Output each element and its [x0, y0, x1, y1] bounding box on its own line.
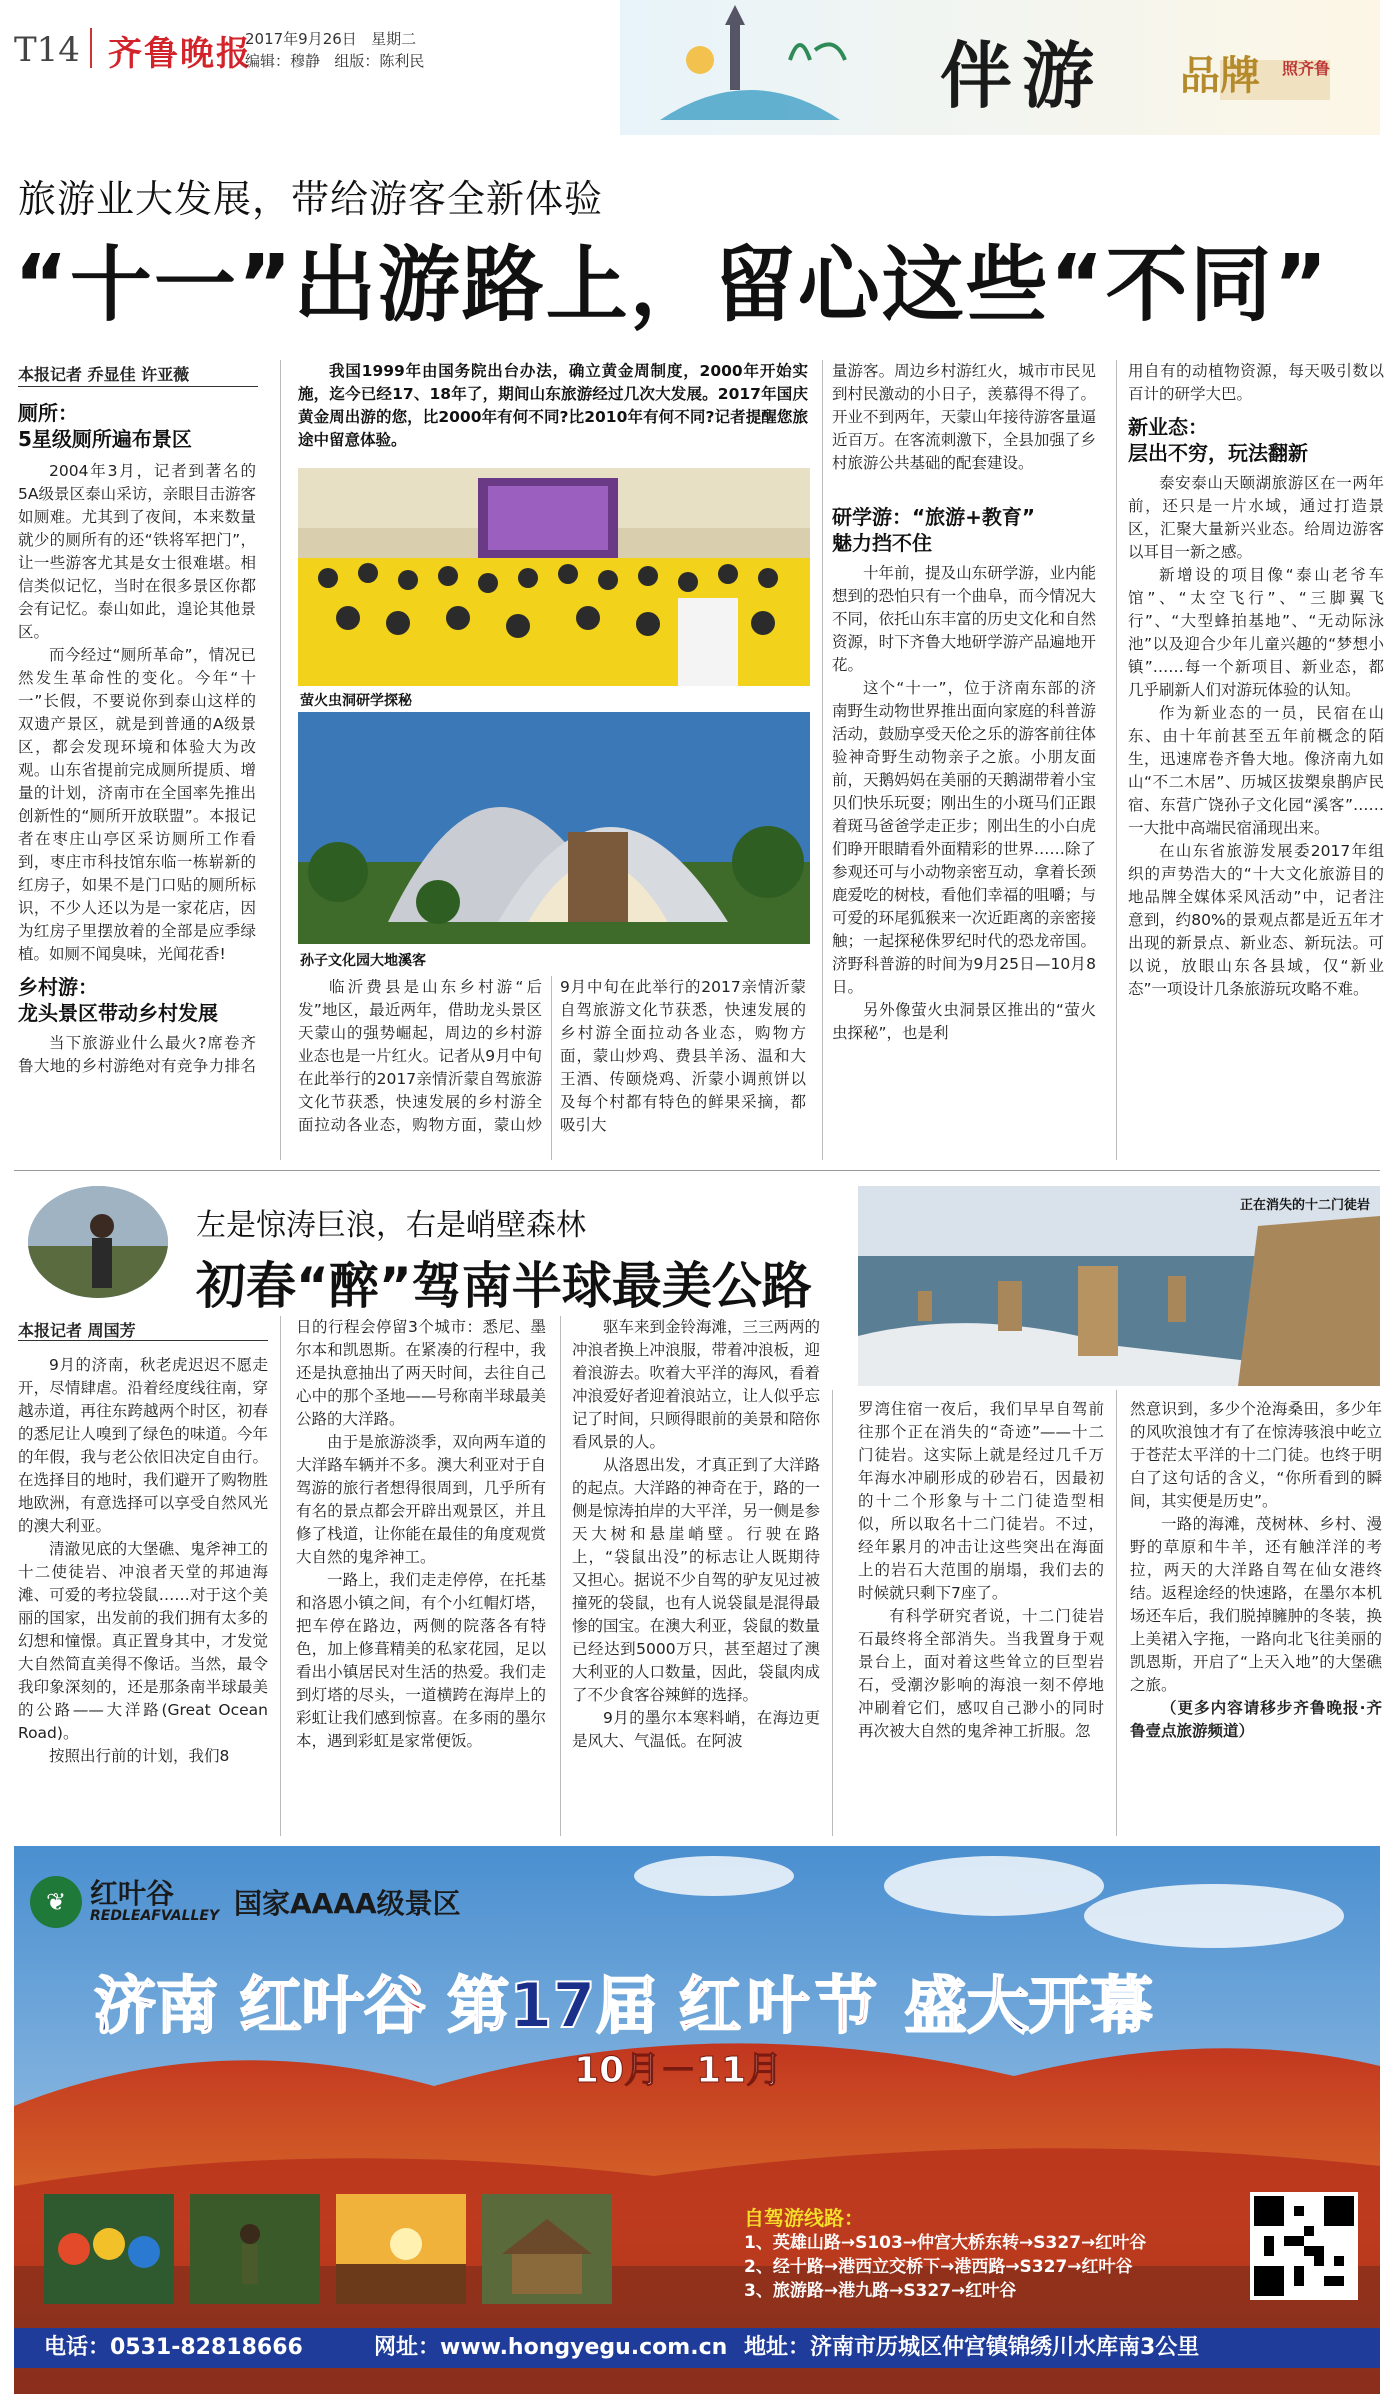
author-portrait	[28, 1186, 168, 1298]
paragraph: 2004年3月，记者到著名的5A级景区泰山采访，亲眼目击游客如厕难。尤其到了夜间，本来数量就少的厕所有的还“铁将军把门”，让一些游客尤其是女士很难堪。相信类似记忆，当时在很多景区你都会有记忆。泰山如此，遑论其他景区。	[18, 462, 256, 641]
column-divider	[832, 1390, 833, 1836]
section-title: 伴游	[940, 33, 1105, 118]
photo-caption: 正在消失的十二门徒岩	[1239, 1198, 1370, 1213]
masthead-divider	[90, 28, 92, 68]
paragraph: 日的行程会停留3个城市：悉尼、墨尔本和凯恩斯。在紧凑的行程中，我还是执意抽出了两天时间，去往自己心中的那个圣地——号称南半球最美公路的大洋路。	[296, 1318, 546, 1428]
article1-lead: 我国1999年由国务院出台办法，确立黄金周制度，2000年开始实施，迄今已经17、18年了，期间山东旅游经过几次大发展。2017年国庆黄金周出游的您，比2000年有何不同?比2010年有何不同?记者提醒您旅途中留意体验。	[298, 362, 808, 449]
article1-col4	[832, 360, 1096, 1045]
paragraph: 罗湾住宿一夜后，我们早早自驾前往那个正在消失的“奇迹”——十二门徒岩。这实际上就是经过几千万年海水冲刷形成的砂岩石，因最初的十二个形象与十二门徒造型相似，所以取名十二门徒岩。不过，经年累月的冲击让这些突出在海面上的岩石大范围的崩塌，我们去的时候就只剩下7座了。	[858, 1400, 1104, 1602]
brand-badge: 照齐鲁	[1282, 59, 1331, 78]
paragraph: 一路的海滩，茂树林、乡村、漫野的草原和牛羊，还有触洋洋的考拉，两天的大洋路自驾在仙女港终结。返程途经的快速路，在墨尔本机场还车后，我们脱掉臃肿的冬装，换上美裙入字拖，一路向北飞往美丽的凯恩斯，开启了“上天入地”的大堡礁之旅。	[1130, 1515, 1382, 1694]
staff-line	[245, 50, 424, 71]
paragraph: 由于是旅游淡季，双向两车道的大洋路车辆并不多。澳大利亚对于自驾游的旅行者想得很周到，几乎所有有名的景点都会开辟出观景区，并且修了栈道，让你能在最佳的角度观赏大自然的鬼斧神工。	[296, 1433, 546, 1566]
subhead-toilet: 厕所：	[18, 401, 78, 425]
ad-headline-open: 盛大开幕	[904, 1969, 1153, 2042]
article1-headline: “十一”出游路上，留心这些“不同”	[14, 238, 1330, 333]
ad-route-item: 1、英雄山路→S103→仲宫大桥东转→S327→红叶谷	[744, 2233, 1147, 2253]
subhead-new-forms-2: 层出不穷，玩法翻新	[1128, 441, 1308, 465]
paragraph: 泰安泰山天颐湖旅游区在一两年前，还只是一片水域，通过打造景区，汇聚大量新兴业态。给周边游客以耳目一新之感。	[1128, 474, 1384, 561]
paragraph: 有科学研究者说，十二门徒岩石最终将全部消失。当我置身于观景台上，面对着这些耸立的巨型岩石，受潮汐影响的海浪一刻不停地冲刷着它们，感叹自己渺小的同时再次被大自然的鬼斧神工折服。忽	[858, 1607, 1104, 1740]
paragraph: 9月的墨尔本寒料峭，在海边更是风大、气温低。在阿波	[572, 1709, 820, 1750]
paragraph: 在山东省旅游发展委2017年组织的声势浩大的“十大文化旅游目的地品牌全媒体采风活动”中，记者注意到，约80%的景观点都是近五年才出现的新景点、新业态、新玩法。可以说，放眼山东各县域，仅“新业态”一项设计几条旅游玩攻略不难。	[1128, 842, 1384, 998]
subhead-new-forms: 新业态：	[1128, 415, 1208, 439]
column-divider	[1116, 1390, 1117, 1836]
paragraph: 另外像萤火虫洞景区推出的“萤火虫探秘”，也是利	[832, 1001, 1096, 1042]
ad-headline-edition: 第17届	[447, 1969, 658, 2042]
photo-sunzi-park	[298, 712, 810, 944]
article2-headline: 初春“醉”驾南半球最美公路	[196, 1257, 812, 1315]
ad-logo-icon: ❦	[30, 1876, 82, 1928]
issue-weekday: 星期二	[371, 30, 417, 48]
paragraph: 当下旅游业什么最火?席卷齐鲁大地的乡村游绝对有竞争力排名	[18, 1034, 256, 1075]
ad-thumbnail-parrots	[44, 2194, 174, 2304]
paragraph: 作为新业态的一员，民宿在山东、由十年前甚至五年前概念的陌生，迅速席卷齐鲁大地。像济南九如山“不二木居”、历城区拔槊泉鹊庐民宿、东营广饶孙子文化园“溪客”……一大批中高端民宿涌现出来。	[1128, 704, 1384, 837]
ad-thumbnail-cabin	[482, 2194, 612, 2304]
article2-col3	[572, 1316, 820, 1753]
byline-rule	[18, 1340, 268, 1341]
ad-routes	[744, 2202, 1224, 2303]
paragraph: 量游客。周边乡村游红火，城市市民见到村民激动的小日子，羡慕得不得了。开业不到两年，天蒙山年接待游客量逼近百万。在客流刺激下，全县加强了乡村旅游公共基础的配套建设。	[832, 362, 1096, 472]
designer-credit: 组版：陈利民	[334, 52, 425, 70]
column-divider	[822, 360, 823, 1160]
more-note: （更多内容请移步齐鲁晚报·齐鲁壹点旅游频道）	[1130, 1699, 1382, 1740]
paragraph: 一路上，我们走走停停，在托基和洛恩小镇之间，有个小红帽灯塔，把车停在路边，两侧的院落各有特色，加上修葺精美的私家花园，足以看出小镇居民对生活的热爱。我们走到灯塔的尽头，一道横跨在海岸上的彩虹让我们感到惊喜。在多雨的墨尔本，遇到彩虹是家常便饭。	[296, 1571, 546, 1750]
article2-kicker: 左是惊涛巨浪，右是峭壁森林	[196, 1208, 586, 1243]
article2-col1	[18, 1354, 268, 1768]
subhead-study-tour: 研学游：“旅游+教育”	[832, 505, 1036, 529]
photo-caption: 孙子文化园大地溪客	[300, 953, 426, 969]
ad-dates: 10月－11月	[574, 2050, 783, 2091]
ad-headline-city: 济南	[94, 1969, 219, 2042]
ad-thumbnail-sunset	[336, 2194, 466, 2304]
page-number: T14	[14, 30, 80, 70]
ad-background	[14, 1846, 1380, 2394]
article1-col1	[18, 400, 256, 1078]
paragraph: 而今经过“厕所革命”，情况已然发生革命性的变化。今年“十一”长假，不要说你到泰山这样的双遗产景区，就是到普通的A级景区，都会发现环境和体验大为改观。山东省提前完成厕所提质、增量的计划，济南市在全国率先推出创新性的“厕所开放联盟”。本报记者在枣庄山亭区采访厕所工作看到，枣庄市科技馆东临一栋崭新的红房子，如果不是门口贴的厕所标识，不少人还以为是一家花店，因为红房子里摆放着的全部是应季绿植。如厕不闻臭味，光闻花香!	[18, 646, 256, 963]
advertisement	[14, 1846, 1380, 2394]
subhead-rural: 乡村游：	[18, 975, 98, 999]
ad-route-title: 自驾游线路：	[744, 2206, 864, 2230]
section-divider	[14, 1170, 1380, 1171]
column-divider	[1116, 360, 1117, 1160]
paragraph: 新增设的项目像“泰山老爷车馆”、“太空飞行”、“三脚翼飞行”、“大型蜂拍基地”、“无动际泳池”以及迎合少年儿童兴趣的“梦想小镇”……每一个新项目、新业态，都几乎刷新人们对游玩体验的认知。	[1128, 566, 1384, 699]
paragraph: 驱车来到金铃海滩，三三两两的冲浪者换上冲浪服，带着冲浪板，迎着浪游去。吹着大平洋的海风，看着冲浪爱好者迎着浪站立，让人似乎忘记了时间，只顾得眼前的美景和陪你看风景的人。	[572, 1318, 821, 1451]
paragraph: 9月的济南，秋老虎迟迟不愿走开，尽情肆虐。沿着经度线往南，穿越赤道，再往东跨越两个时区，初春的悉尼让人嗅到了绿色的味道。今年的年假，我与老公依旧决定自由行。在选择目的地时，我们避开了购物胜地欧洲，有意选择可以享受自然风光的澳大利亚。	[18, 1356, 268, 1535]
article1-kicker: 旅游业大发展，带给游客全新体验	[18, 177, 604, 221]
article2-col5	[1130, 1398, 1382, 1743]
subhead-toilet-2: 5星级厕所遍布景区	[18, 427, 192, 451]
ad-logo-en: REDLEAFVALLEY	[90, 1908, 220, 1924]
ad-phone: 电话：0531-82818666	[44, 2335, 303, 2360]
brand-word: 品牌	[1180, 52, 1260, 99]
ad-grade: 国家AAAA级景区	[234, 1887, 461, 1920]
byline-rule	[18, 386, 258, 387]
article1-col3	[560, 976, 806, 1138]
paragraph: 清澈见底的大堡礁、鬼斧神工的十二使徒岩、冲浪者天堂的邦迪海滩、可爱的考拉袋鼠……对于这个美丽的国家，出发前的我们拥有太多的幻想和憧憬。真正置身其中，才发觉大自然简直美得不像话。当然，最令我印象深刻的，还是那条南半球最美的公路——大洋路(Great Ocean Road)。	[18, 1540, 268, 1742]
editor-credit: 编辑：穆静	[245, 52, 321, 70]
article2-col4	[858, 1398, 1104, 1789]
issue-date: 2017年9月26日	[245, 30, 357, 48]
article2-byline: 本报记者 周国芳	[18, 1321, 136, 1340]
ad-headline-brand: 红叶谷	[239, 1969, 426, 2042]
paragraph: 从洛恩出发，才真正到了大洋路的起点。大洋路的神奇在于，路的一侧是惊涛拍岸的大平洋，另一侧是参天大树和悬崖峭壁。行驶在路上，“袋鼠出没”的标志让人既期待又担心。据说不少自驾的驴友见过被撞死的袋鼠，也有人说袋鼠是混得最惨的国宝。在澳大利亚，袋鼠的数量已经达到5000万只，甚至超过了澳大利亚的人口数量，因此，袋鼠肉成了不少食客谷辣鲜的选择。	[572, 1456, 821, 1704]
ad-contact-bar	[14, 2328, 1380, 2368]
ad-route-item: 2、经十路→港西立交桥下→港西路→S327→红叶谷	[744, 2257, 1133, 2277]
ad-route-item: 3、旅游路→港九路→S327→红叶谷	[744, 2281, 1017, 2301]
ad-address: 地址：济南市历城区仲宫镇锦绣川水库南3公里	[744, 2335, 1200, 2360]
masthead	[0, 0, 1394, 140]
photo-firefly-cave	[298, 468, 810, 686]
ad-logo-text: 红叶谷	[90, 1877, 175, 1910]
paragraph: 按照出行前的计划，我们8	[49, 1747, 230, 1765]
photo-caption: 萤火虫洞研学探秘	[300, 693, 412, 709]
paragraph: 临沂费县是山东乡村游“后发”地区，最近两年，借助龙头景区天蒙山的强势崛起，周边的乡村游业态也是一片红火。记者从9月中旬在此举行的2017亲情沂蒙自驾旅游文化节获悉，快速发展的乡村游全面拉动各业态，购物方面，蒙山炒	[298, 978, 542, 1134]
paragraph: 这个“十一”，位于济南东部的济南野生动物世界推出面向家庭的科普游活动，鼓励享受天伦之乐的游客前往体验神奇野生动物亲子之旅。小朋友面前，天鹅妈妈在美丽的天鹅湖带着小宝贝们快乐玩耍；刚出生的小斑马们正跟着斑马爸爸学走正步；刚出生的小白虎们睁开眼睛看外面精彩的世界……除了参观还可与小动物亲密互动，拿着长颈鹿爱吃的树枝，看他们幸福的咀嚼；与可爱的环尾狐猴来一次近距离的亲密接触；一起探秘侏罗纪时代的恐龙帝国。济野科普游的时间为9月25日—10月8日。	[832, 679, 1096, 996]
qr-code	[1250, 2192, 1358, 2300]
article1-col2	[298, 976, 542, 1138]
paragraph: 然意识到，多少个沧海桑田，多少年的风吹浪蚀才有了在惊涛骇浪中屹立于苍茫太平洋的十二门徒。也终于明白了这句话的含义，“你所看到的瞬间，其实便是历史”。	[1130, 1400, 1382, 1510]
ad-headline	[94, 1956, 1153, 2045]
paragraph: 用自有的动植物资源，每天吸引数以百计的研学大巴。	[1128, 362, 1384, 403]
date-line	[245, 28, 416, 49]
article1-col5	[1128, 360, 1384, 1001]
column-divider	[280, 1316, 281, 1836]
paragraph: 9月中旬在此举行的2017亲情沂蒙自驾旅游文化节获悉，快速发展的乡村游全面拉动各业态，购物方面，蒙山炒鸡、费县羊汤、温和大王酒、传颐烧鸡、沂蒙小调煎饼以及每个村都有特色的鲜果采摘，都吸引大	[560, 978, 806, 1134]
photo-twelve-apostles	[858, 1186, 1380, 1386]
column-divider	[551, 976, 552, 1160]
ad-headline-festival: 红叶节	[679, 1969, 884, 2042]
article2-col2	[296, 1316, 546, 1753]
paragraph: 十年前，提及山东研学游，业内能想到的恐怕只有一个曲阜，而今情况大不同，依托山东丰富的历史文化和自然资源，时下齐鲁大地研学游产品遍地开花。	[832, 564, 1096, 674]
column-divider	[280, 360, 281, 1160]
paper-name: 齐鲁晚报	[108, 34, 252, 74]
ad-website: 网址：www.hongyegu.com.cn	[374, 2335, 728, 2360]
subhead-rural-2: 龙头景区带动乡村发展	[18, 1001, 218, 1025]
ad-thumbnail-hiker	[190, 2194, 320, 2304]
column-divider	[560, 1316, 561, 1836]
article1-byline: 本报记者 乔显佳 许亚薇	[18, 365, 190, 384]
subhead-study-tour-2: 魅力挡不住	[832, 531, 932, 555]
